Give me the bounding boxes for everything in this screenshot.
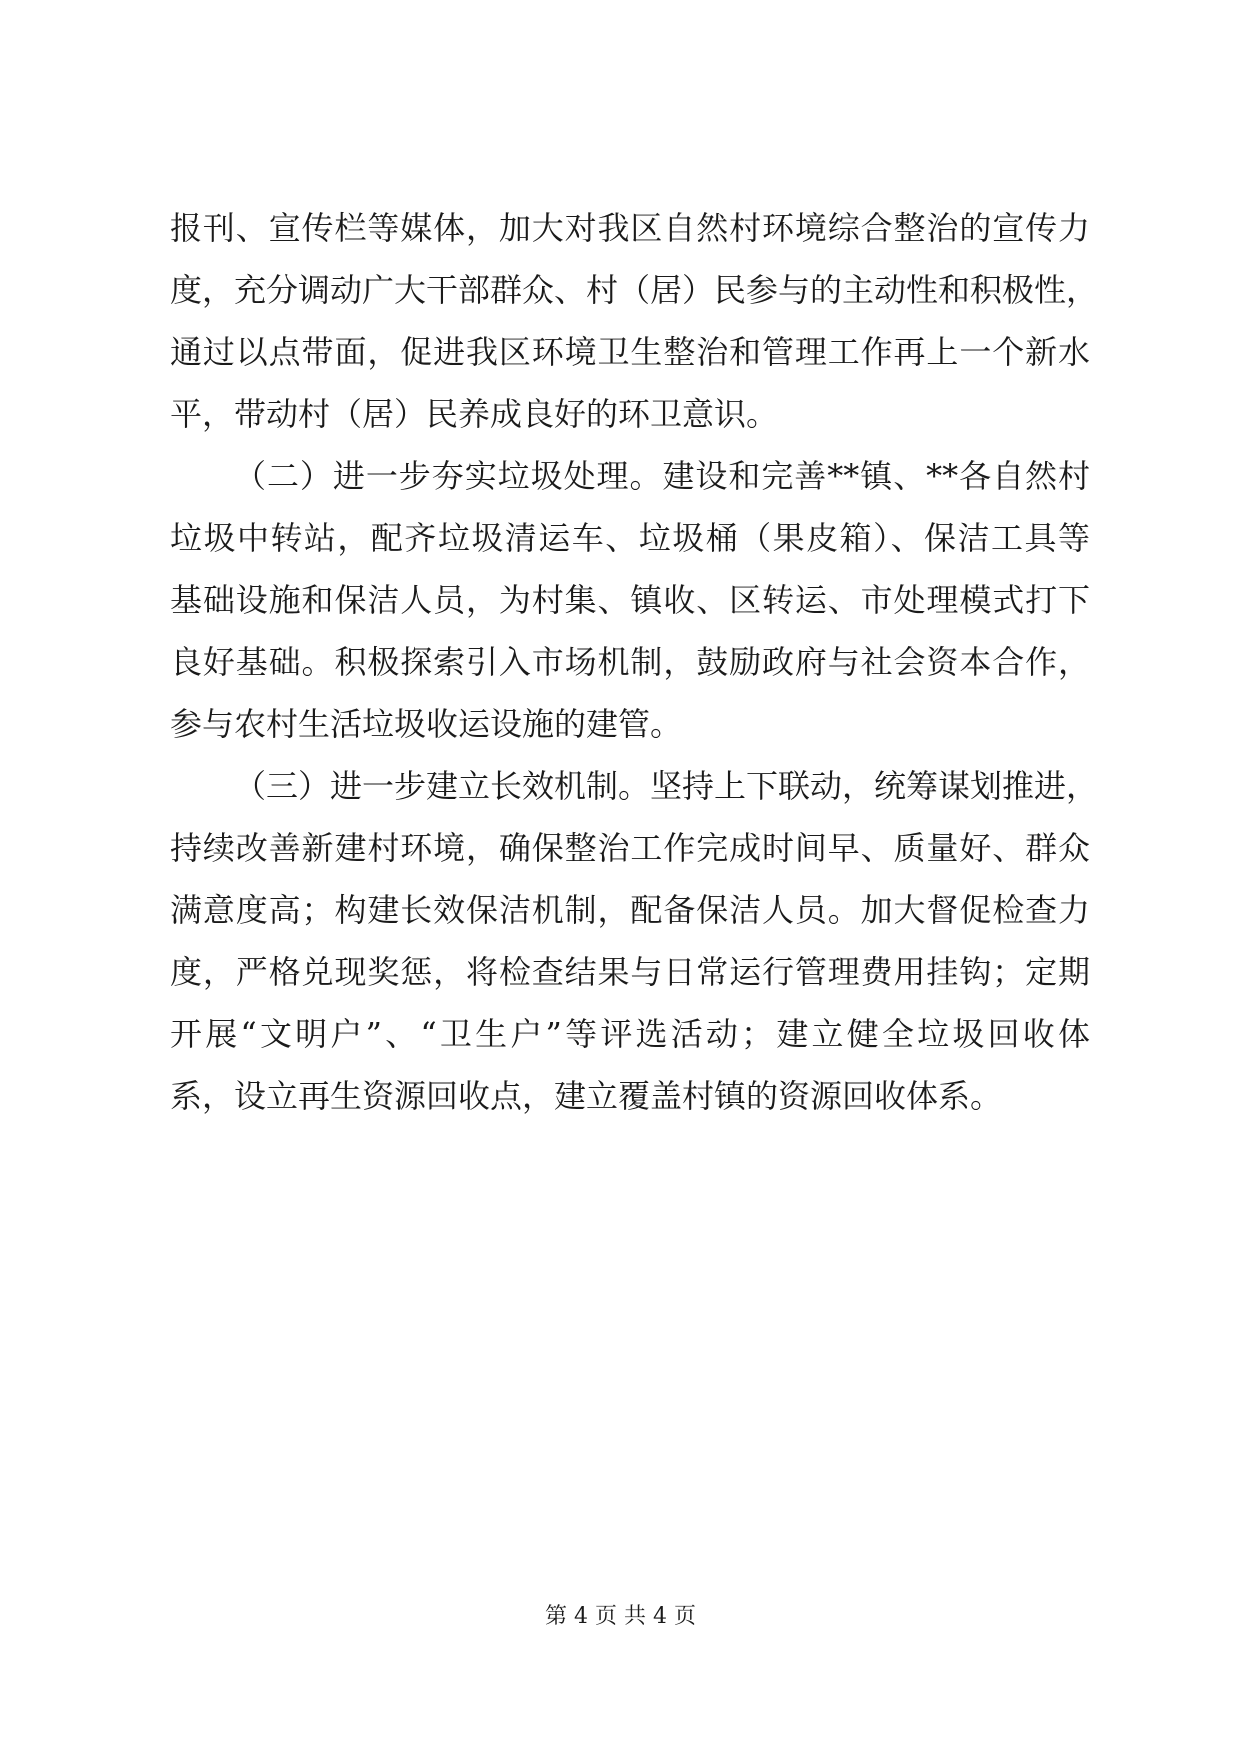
paragraph-line: 良好基础。积极探索引入市场机制，鼓励政府与社会资本合作，: [170, 643, 1090, 681]
paragraph-line: 参与农村生活垃圾收运设施的建管。: [170, 705, 683, 743]
section-heading-line: （三）进一步建立长效机制。坚持上下联动，统筹谋划推进，: [234, 767, 1099, 805]
page-number-footer: 第 4 页 共 4 页: [545, 1604, 696, 1629]
paragraph-line: 基础设施和保洁人员，为村集、镇收、区转运、市处理模式打下: [170, 581, 1090, 619]
paragraph-line: 开展“文明户”、“卫生户”等评选活动；建立健全垃圾回收体: [170, 1015, 1090, 1053]
paragraph-line: 通过以点带面，促进我区环境卫生整治和管理工作再上一个新水: [170, 333, 1090, 371]
section-heading-line: （二）进一步夯实垃圾处理。建设和完善**镇、**各自然村: [234, 457, 1090, 495]
paragraph-line: 度，严格兑现奖惩，将检查结果与日常运行管理费用挂钩；定期: [170, 953, 1090, 991]
paragraph-line: 平，带动村（居）民养成良好的环卫意识。: [170, 395, 779, 433]
paragraph-line: 度，充分调动广大干部群众、村（居）民参与的主动性和积极性，: [170, 271, 1099, 309]
paragraph-line: 持续改善新建村环境，确保整治工作完成时间早、质量好、群众: [170, 829, 1090, 867]
paragraph-line: 垃圾中转站，配齐垃圾清运车、垃圾桶（果皮箱）、保洁工具等: [170, 519, 1090, 557]
paragraph-line: 满意度高；构建长效保洁机制，配备保洁人员。加大督促检查力: [170, 891, 1090, 929]
paragraph-line: 系，设立再生资源回收点，建立覆盖村镇的资源回收体系。: [170, 1077, 1003, 1115]
paragraph-line: 报刊、宣传栏等媒体，加大对我区自然村环境综合整治的宣传力: [170, 209, 1090, 247]
